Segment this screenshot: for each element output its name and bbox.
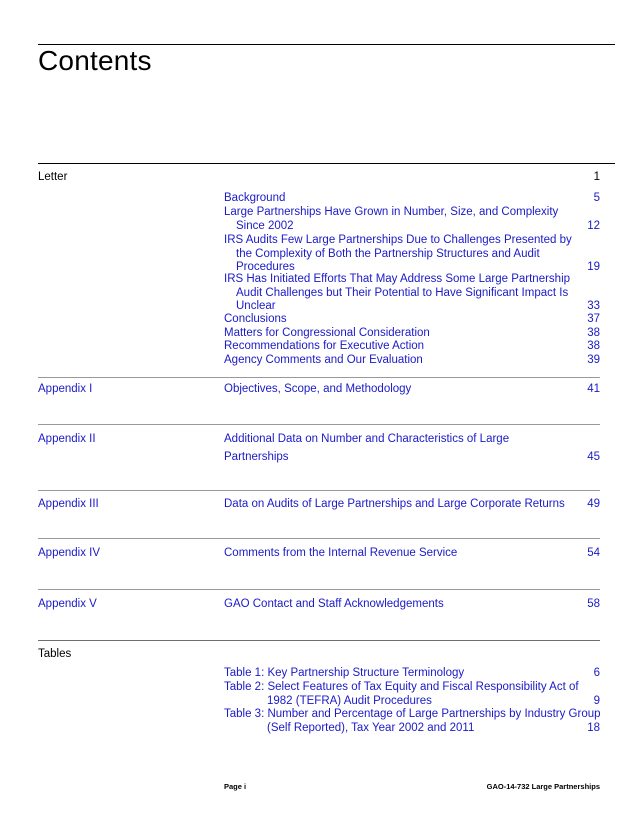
toc-entry-conclusions[interactable]: Conclusions 37 [224, 313, 600, 325]
section-divider [38, 490, 600, 491]
appendix-1-entry[interactable]: Objectives, Scope, and Methodology 41 [224, 383, 600, 395]
appendix-4-entry[interactable]: Comments from the Internal Revenue Service 54 [224, 547, 600, 559]
section-divider [38, 377, 600, 378]
appendix-5-entry[interactable]: GAO Contact and Staff Acknowledgements 58 [224, 598, 600, 610]
section-divider [38, 589, 600, 590]
toc-entry-irs-efforts[interactable]: IRS Has Initiated Efforts That May Address Some Large Partnership Audit Challenges but Their Potential to Have Significant Impact Is Unclear 33 [224, 273, 600, 312]
letter-page-number: 1 [593, 171, 600, 183]
letter-label: Letter [38, 171, 68, 183]
toc-entry-recommendations[interactable]: Recommendations for Executive Action 38 [224, 340, 600, 352]
toc-entry-congressional[interactable]: Matters for Congressional Consideration 38 [224, 327, 600, 339]
page-title: Contents [38, 45, 152, 76]
appendix-3-label[interactable]: Appendix III [38, 498, 99, 510]
section-divider [38, 424, 600, 425]
appendix-3-entry[interactable]: Data on Audits of Large Partnerships and Large Corporate Returns 49 [224, 498, 600, 510]
toc-entry-audit-challenges[interactable]: IRS Audits Few Large Partnerships Due to Challenges Presented by the Complexity of Both the Partnership Structures and Audit Procedures 19 [224, 234, 600, 273]
toc-entry-agency-comments[interactable]: Agency Comments and Our Evaluation 39 [224, 354, 600, 366]
section-divider [38, 640, 600, 641]
toc-entry-background[interactable]: Background 5 [224, 192, 600, 204]
appendix-1-label[interactable]: Appendix I [38, 383, 93, 395]
footer-report-id: GAO-14-732 Large Partnerships [486, 782, 600, 791]
section-divider [38, 538, 600, 539]
table-entry-1[interactable]: Table 1: Key Partnership Structure Terminology 6 [224, 667, 600, 679]
appendix-2-label[interactable]: Appendix II [38, 433, 96, 445]
table-entry-2[interactable]: Table 2: Select Features of Tax Equity and Fiscal Responsibility Act of 1982 (TEFRA) Audit Procedures 9 [224, 681, 600, 707]
appendix-4-label[interactable]: Appendix IV [38, 547, 101, 559]
table-entry-3[interactable]: Table 3: Number and Percentage of Large Partnerships by Industry Group (Self Reported), Tax Year 2002 and 2011 18 [224, 708, 601, 734]
appendix-2-entry[interactable]: Additional Data on Number and Characteristics of Large Partnerships 45 [224, 433, 600, 463]
footer-page-label: Page i [224, 782, 247, 791]
toc-entry-growth[interactable]: Large Partnerships Have Grown in Number, Size, and Complexity Since 2002 12 [224, 206, 600, 232]
tables-label: Tables [38, 648, 72, 660]
appendix-5-label[interactable]: Appendix V [38, 598, 97, 610]
letter-rule [38, 163, 615, 164]
